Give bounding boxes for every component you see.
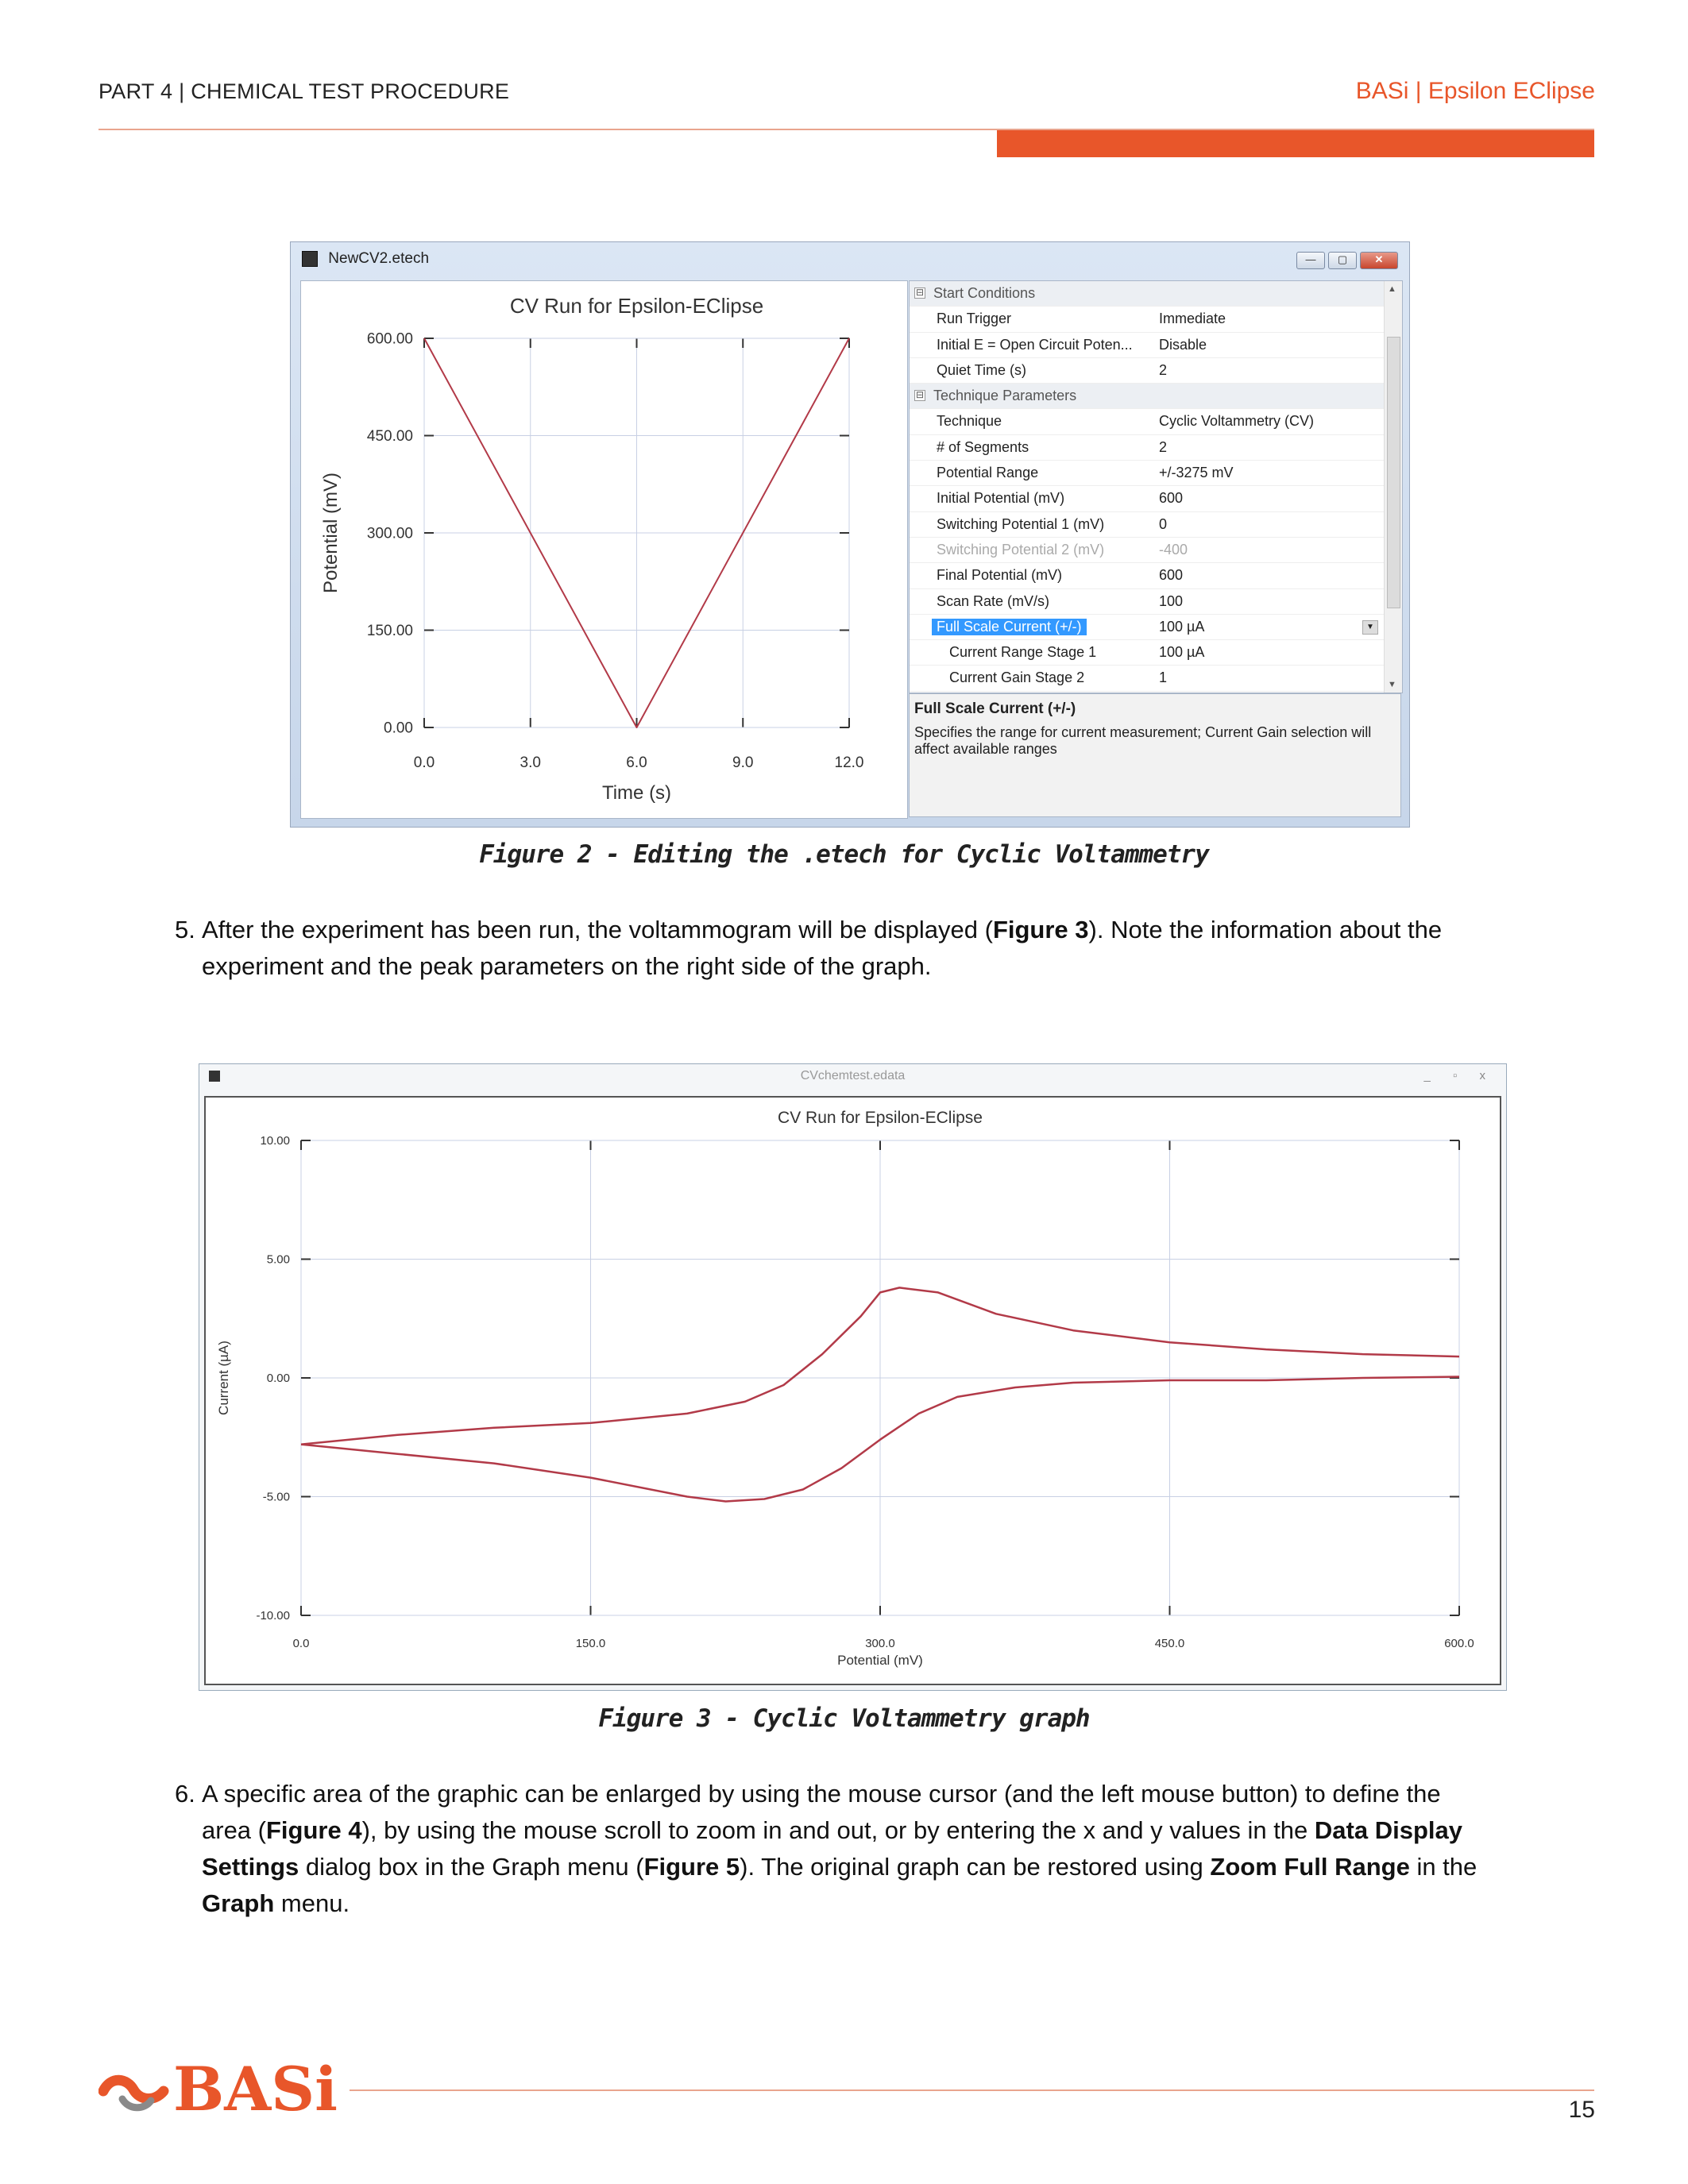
property-description [909, 693, 1401, 817]
basi-logo-text: BASi [173, 2053, 338, 2124]
description-title: Full Scale Current (+/-) [914, 700, 1076, 717]
property-value[interactable]: Immediate [1159, 311, 1226, 327]
p6-text-5: in the [1409, 1853, 1477, 1881]
x-tick-label: 600.0 [1444, 1637, 1474, 1650]
property-key: Scan Rate (mV/s) [937, 592, 1050, 609]
p6-text-1: A specific area of the graphic can be enlarged by using the mouse cursor (and the left mouse button) to define the area ( [202, 1780, 1441, 1844]
property-value[interactable]: +/-3275 mV [1159, 465, 1234, 481]
paragraph-5 [175, 912, 1489, 985]
figure2-window-title: NewCV2.etech [328, 250, 430, 267]
property-key: Current Range Stage 1 [949, 644, 1097, 661]
property-row[interactable] [910, 486, 1402, 511]
figure3-ref: Figure 3 [992, 916, 1089, 943]
property-row[interactable] [910, 640, 1402, 666]
cyclic-voltammogram-chart [206, 1098, 1500, 1684]
property-value[interactable]: 2 [1159, 361, 1168, 378]
property-rows [910, 281, 1402, 693]
header-left: PART 4 | CHEMICAL TEST PROCEDURE [98, 79, 510, 103]
p5-text-1: After the experiment has been run, the voltammogram will be displayed ( [202, 916, 993, 943]
y-tick-label: 450.00 [366, 427, 413, 445]
figure5-ref: Figure 5 [643, 1853, 740, 1881]
figure2-plot-pane [300, 280, 908, 819]
close-button[interactable]: ✕ [1360, 252, 1398, 269]
x-axis-label: Time (s) [601, 782, 672, 804]
property-value[interactable]: 2 [1159, 438, 1168, 455]
x-tick-label: 300.0 [865, 1637, 895, 1650]
property-row[interactable] [910, 666, 1402, 691]
property-grid [909, 280, 1403, 693]
description-text: Specifies the range for current measurement; Current Gain selection will affect available ranges [914, 724, 1372, 757]
scroll-thumb[interactable] [1387, 337, 1400, 608]
property-scrollbar[interactable] [1384, 281, 1402, 693]
property-row[interactable] [910, 538, 1402, 563]
property-row[interactable] [910, 589, 1402, 615]
figure3-window [199, 1063, 1507, 1691]
y-tick-label: 5.00 [266, 1252, 290, 1267]
property-value[interactable]: 100 [1159, 592, 1184, 609]
x-tick-label: 450.0 [1154, 1637, 1185, 1650]
property-key: Initial E = Open Circuit Poten... [937, 336, 1133, 353]
property-key: Quiet Time (s) [937, 361, 1027, 378]
data-display-settings-ref: Data Display Settings [202, 1816, 1462, 1881]
x-tick-label: 0.0 [413, 754, 435, 771]
paragraph-5-number: 5. [175, 916, 195, 943]
x-tick-label: 3.0 [520, 754, 541, 771]
section-label: Technique Parameters [933, 388, 1077, 404]
header-accent-bar [997, 130, 1594, 157]
property-key: Potential Range [937, 465, 1039, 481]
figure3-window-title: CVchemtest.edata [800, 1069, 906, 1082]
x-tick-label: 9.0 [732, 754, 754, 771]
minimize-button[interactable]: — [1296, 252, 1325, 269]
window-controls[interactable]: _ ▫ x [1423, 1069, 1495, 1082]
p5-text-2: ). Note the information about the experiment and the peak parameters on the right side of the graph. [202, 916, 1443, 980]
property-key: Switching Potential 2 (mV) [937, 541, 1105, 558]
property-key: Switching Potential 1 (mV) [937, 515, 1105, 532]
x-tick-label: 150.0 [575, 1637, 606, 1650]
property-value[interactable]: 600 [1159, 567, 1184, 584]
graph-menu-ref: Graph [202, 1889, 275, 1917]
y-tick-label: 600.00 [366, 330, 413, 348]
p6-text-2: ), by using the mouse scroll to zoom in and out, or by entering the x and y values in the [361, 1816, 1315, 1844]
property-value[interactable]: -400 [1159, 541, 1188, 558]
footer-divider [350, 2089, 1594, 2091]
y-tick-label: 300.00 [366, 525, 413, 542]
property-value[interactable]: Cyclic Voltammetry (CV) [1159, 413, 1315, 430]
property-key: Current Gain Stage 2 [949, 669, 1085, 686]
x-tick-label: 6.0 [626, 754, 647, 771]
property-key: # of Segments [937, 438, 1029, 455]
p6-text-6: menu. [274, 1889, 350, 1917]
page-number: 15 [1568, 2097, 1595, 2123]
property-row[interactable] [910, 358, 1402, 384]
y-tick-label: 0.00 [266, 1372, 290, 1385]
x-tick-label: 0.0 [292, 1637, 310, 1650]
figure2-caption: Figure 2 - Editing the .etech for Cyclic Voltammetry [479, 840, 1209, 869]
property-value[interactable]: 100 µA [1159, 618, 1205, 635]
app-icon [302, 251, 318, 267]
window-controls [1296, 252, 1398, 269]
chart-title: CV Run for Epsilon-EClipse [778, 1109, 983, 1127]
p6-text-3: dialog box in the Graph menu ( [299, 1853, 644, 1881]
y-tick-label: -5.00 [262, 1490, 290, 1504]
maximize-button[interactable]: ▢ [1328, 252, 1357, 269]
basi-swoosh-icon [98, 2061, 170, 2116]
y-tick-label: 10.00 [260, 1134, 290, 1148]
y-tick-label: 150.00 [366, 622, 413, 639]
figure4-ref: Figure 4 [265, 1816, 362, 1844]
basi-logo [98, 2053, 338, 2124]
scroll-up-icon[interactable]: ▲ [1388, 284, 1396, 294]
property-key: Technique [937, 413, 1002, 430]
y-axis-label: Potential (mV) [320, 472, 342, 594]
property-row[interactable] [910, 563, 1402, 588]
property-value[interactable]: Disable [1159, 336, 1207, 353]
property-key: Initial Potential (mV) [937, 490, 1065, 507]
x-tick-label: 12.0 [834, 754, 864, 771]
property-row[interactable] [910, 307, 1402, 332]
property-row[interactable] [910, 409, 1402, 434]
property-value[interactable]: 0 [1159, 515, 1168, 532]
figure3-plot-pane [204, 1096, 1501, 1685]
property-key: Full Scale Current (+/-) [932, 619, 1087, 635]
property-key: Final Potential (mV) [937, 567, 1063, 584]
property-value[interactable]: 100 µA [1159, 644, 1205, 661]
collapse-icon[interactable]: ⊟ [915, 287, 925, 298]
property-row[interactable] [910, 615, 1402, 640]
section-label: Start Conditions [933, 285, 1036, 301]
potential-time-chart [301, 281, 907, 818]
dropdown-arrow-icon[interactable]: ▼ [1362, 620, 1378, 635]
collapse-icon[interactable]: ⊟ [915, 389, 925, 401]
y-axis-label: Current (µA) [216, 1341, 231, 1415]
x-axis-label: Potential (mV) [837, 1653, 923, 1668]
y-tick-label: -10.00 [256, 1609, 290, 1623]
chart-title: CV Run for Epsilon-EClipse [509, 294, 764, 318]
y-tick-label: 0.00 [384, 720, 413, 737]
property-key: Run Trigger [937, 311, 1012, 327]
property-value[interactable]: 1 [1159, 669, 1168, 686]
property-section[interactable] [910, 384, 1402, 409]
property-value[interactable]: 600 [1159, 490, 1184, 507]
property-row[interactable] [910, 512, 1402, 538]
zoom-full-range-ref: Zoom Full Range [1210, 1853, 1410, 1881]
p6-text-4: ). The original graph can be restored using [740, 1853, 1211, 1881]
scroll-down-icon[interactable]: ▼ [1388, 680, 1396, 689]
figure2-window [290, 241, 1410, 828]
header-right: BASi | Epsilon EClipse [1355, 78, 1595, 104]
property-section[interactable] [910, 281, 1402, 307]
figure3-caption: Figure 3 - Cyclic Voltammetry graph [598, 1704, 1090, 1733]
paragraph-6 [175, 1776, 1489, 1922]
property-row[interactable] [910, 333, 1402, 358]
property-row[interactable] [910, 435, 1402, 461]
property-row[interactable] [910, 461, 1402, 486]
paragraph-6-number: 6. [175, 1780, 195, 1808]
figure2-titlebar [302, 250, 429, 271]
